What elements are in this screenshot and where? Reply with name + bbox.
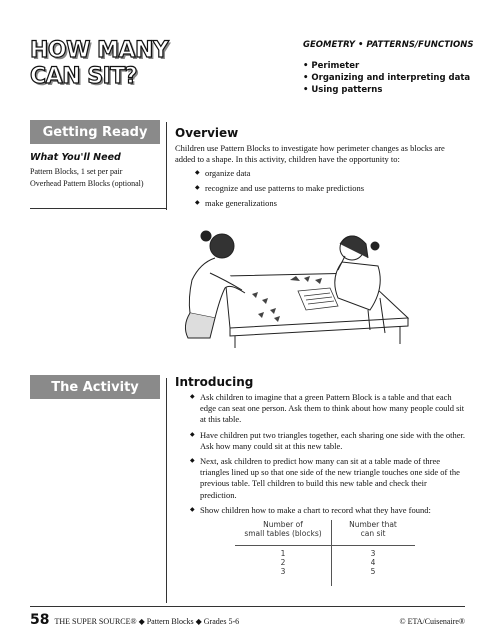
col2-values <box>331 549 415 576</box>
divider <box>166 378 167 603</box>
material-item: Overhead Pattern Blocks (optional) <box>30 179 144 188</box>
footer-source: THE SUPER SOURCE® <box>54 617 137 626</box>
list-item: ◆ Ask children to imagine that a green Pattern Block is a table and that each edge can seat one person. Ask them to think about how many people could sit at this table. <box>190 392 465 426</box>
footer-separator: ◆ <box>193 617 204 626</box>
list-item: ◆ make generalizations <box>195 198 465 209</box>
col2-header-line: Number that <box>349 520 397 529</box>
introducing-heading: Introducing <box>175 375 254 389</box>
page-title <box>30 38 168 90</box>
need-heading: What You'll Need <box>30 152 121 163</box>
overview-text: Children use Pattern Blocks to investigate how perimeter changes as blocks are added to a shape. In this activity, children have the opportunity to: <box>175 143 445 165</box>
table-rule <box>235 545 415 546</box>
data-table <box>235 520 415 586</box>
footer-copyright: © ETA/Cuisenaire® <box>399 617 465 626</box>
getting-ready-label: Getting Ready <box>42 124 148 140</box>
title-line-2: CAN SIT? <box>30 64 138 89</box>
list-item: ◆ organize data <box>195 168 465 179</box>
col2-header-line: can sit <box>360 529 386 538</box>
activity-tab <box>30 375 160 399</box>
footer-separator: ◆ <box>136 617 147 626</box>
activity-list <box>190 392 465 520</box>
footer-grades: Grades 5-6 <box>203 617 240 626</box>
topic-list <box>303 60 470 96</box>
divider <box>166 122 167 210</box>
col1-header-line: Number of <box>263 520 303 529</box>
divider <box>30 208 166 209</box>
col1-values <box>235 549 331 576</box>
children-illustration <box>170 218 410 348</box>
getting-ready-tab <box>30 120 160 144</box>
list-item: ◆ Have children put two triangles together, each sharing one side with the other. Ask how many could sit at this new table. <box>190 430 465 452</box>
overview-heading: Overview <box>175 126 239 140</box>
table-cell: 3 <box>280 567 286 576</box>
table-cell: 2 <box>280 558 286 567</box>
table-cell: 5 <box>370 567 376 576</box>
col1-header <box>235 520 331 538</box>
list-item: ◆ Show children how to make a chart to record what they have found: <box>190 505 465 516</box>
topic-item: • Organizing and interpreting data <box>303 72 470 84</box>
footer-rule <box>30 606 465 607</box>
topic-item: • Perimeter <box>303 60 470 72</box>
footer <box>30 612 465 628</box>
page-number: 58 <box>30 612 50 628</box>
title-line-1: HOW MANY <box>30 38 169 63</box>
list-item: ◆ recognize and use patterns to make predictions <box>195 183 465 194</box>
footer-product: Pattern Blocks <box>146 617 194 626</box>
table-cell: 1 <box>280 549 286 558</box>
activity-label: The Activity <box>51 379 139 395</box>
table-cell: 4 <box>370 558 376 567</box>
table-cell: 3 <box>370 549 376 558</box>
material-item: Pattern Blocks, 1 set per pair <box>30 167 123 176</box>
col2-header <box>331 520 415 538</box>
topic-item: • Using patterns <box>303 84 470 96</box>
list-item: ◆ Next, ask children to predict how many can sit at a table made of three triangles lined up so that one side of the new triangle touches one side of the previous table. Tell children to build this new table and check their prediction. <box>190 456 465 501</box>
overview-list <box>195 168 465 214</box>
topics-line: GEOMETRY • PATTERNS/FUNCTIONS <box>303 40 474 50</box>
col1-header-line: small tables (blocks) <box>244 529 322 538</box>
materials-list <box>30 166 165 190</box>
